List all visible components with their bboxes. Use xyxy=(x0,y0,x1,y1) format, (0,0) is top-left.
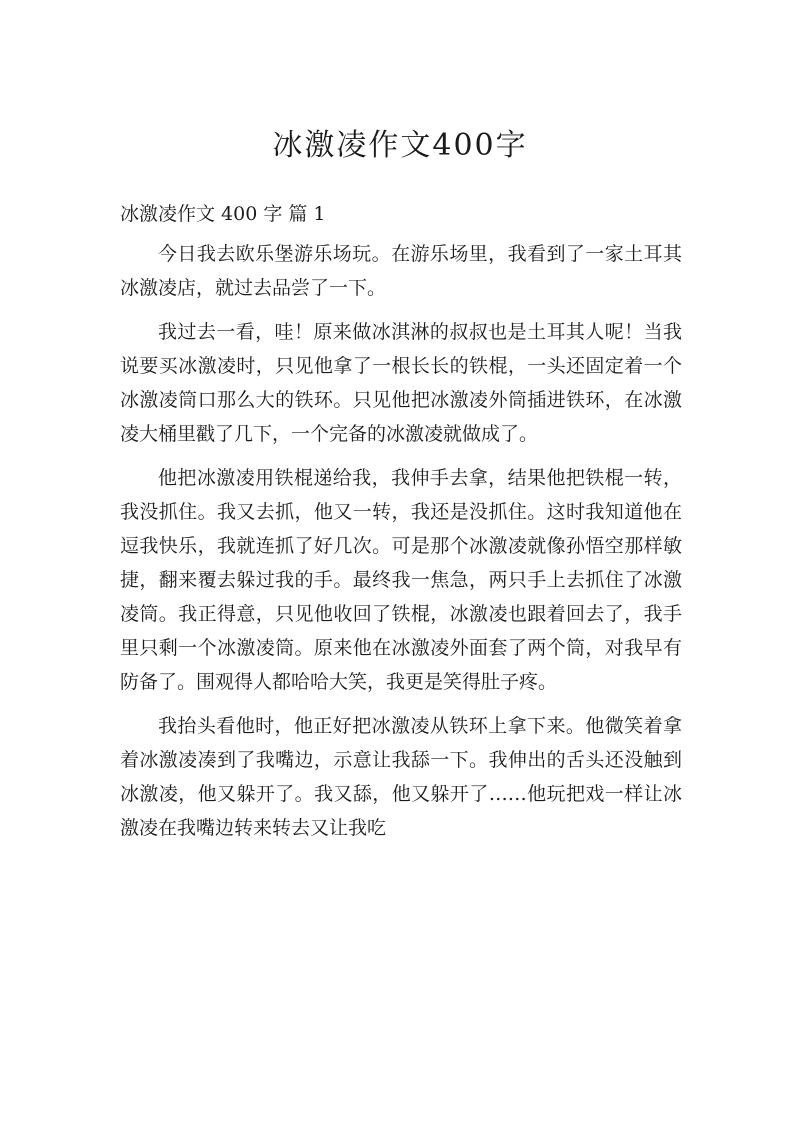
document-title: 冰激凌作文400字 xyxy=(272,128,528,163)
section-heading: 冰激凌作文 400 字 篇 1 xyxy=(120,203,326,225)
paragraph: 今日我去欧乐堡游乐场玩。在游乐场里，我看到了一家土耳其冰激凌店，就过去品尝了一下。 xyxy=(120,243,682,299)
paragraph: 他把冰激凌用铁棍递给我，我伸手去拿，结果他把铁棍一转，我没抓住。我又去抓，他又一转，我还是没抓住。这时我知道他在逗我快乐，我就连抓了好几次。可是那个冰激凌就像孙悟空那样敏捷，翻来覆去躲过我的手。最终我一焦急，两只手上去抓住了冰激凌筒。我正得意，只见他收回了铁棍，冰激凌也跟着回去了，我手里只剩一个冰激凌筒。原来他在冰激凌外面套了两个筒，对我早有防备了。围观得人都哈哈大笑，我更是笑得肚子疼。 xyxy=(120,467,682,693)
document-body xyxy=(120,197,682,845)
paragraph: 我过去一看，哇！原来做冰淇淋的叔叔也是土耳其人呢！当我说要买冰激凌时，只见他拿了一根长长的铁棍，一头还固定着一个冰激凌筒口那么大的铁环。只见他把冰激凌外筒插进铁环，在冰激凌大桶里戳了几下，一个完备的冰激凌就做成了。 xyxy=(120,321,682,445)
paragraph: 我抬头看他时，他正好把冰激凌从铁环上拿下来。他微笑着拿着冰激凌凑到了我嘴边，示意让我舔一下。我伸出的舌头还没触到冰激凌，他又躲开了。我又舔，他又躲开了……他玩把戏一样让冰激凌在我嘴边转来转去又让我吃 xyxy=(120,715,682,839)
